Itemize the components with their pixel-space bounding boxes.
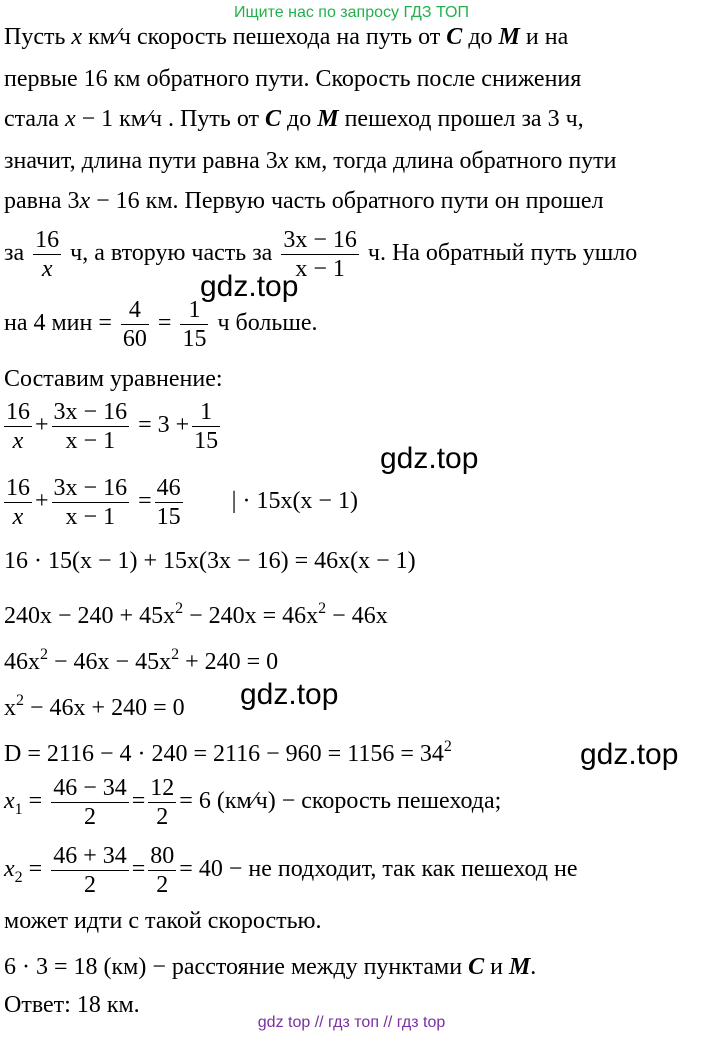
text-line-11: 6 · 3 = 18 (км) − расстояние между пунктами C и M. (4, 954, 537, 980)
eq1-frac-a: $\frac{16}{x}$ (6, 399, 30, 454)
eq9-frac-a: $\frac{46 + 34}{2}$ (53, 843, 127, 898)
watermark: gdz.top (200, 270, 299, 303)
text-line-6: за $\frac{16}{x}$ ч, а вторую часть за $\frac{3x - 16}{x - 1}$ ч. На обратный путь ушло (4, 227, 638, 282)
equation-5: $46x^2 - 46x - 45x^2 + 240 = 0$ (4, 646, 279, 675)
equation-6: $x^2 - 46x + 240 = 0$ (4, 692, 185, 721)
text-line-4: значит, длина пути равна 3x км, тогда длина обратного пути (4, 148, 617, 174)
search-banner[interactable]: Ищите нас по запросу ГДЗ ТОП (234, 4, 469, 21)
fraction-16-over-x: $\frac{16}{x}$ (35, 227, 60, 282)
equation-7: $D = 2116 - 4 \cdot 240 = 2116 - 960 = 1156 = 34^2$ (4, 738, 452, 767)
equation-1: $\frac{16}{x}$ + $\frac{3x - 16}{x - 1}$ = 3 + $\frac{1}{15}$ (6, 399, 219, 454)
footer-links[interactable]: gdz top // гдз топ // гдз top (257, 1014, 446, 1031)
eq1-frac-c: $\frac{1}{15}$ (194, 399, 219, 454)
text-line-2: первые 16 км обратного пути. Скорость после снижения (4, 66, 582, 92)
equation-2: $\frac{16}{x}$ + $\frac{3x - 16}{x - 1}$ = $\frac{46}{15}$ | · 15x(x − 1) (6, 475, 358, 530)
equation-9: $x_2$ = $\frac{46 + 34}{2}$ = $\frac{80}{2}$ = 40 − не подходит, так как пешеход не (4, 843, 578, 898)
equation-8: $x_1$ = $\frac{46 - 34}{2}$ = $\frac{12}{2}$ = 6 (км⁄ч) − скорость пешехода; (4, 775, 502, 830)
watermark: gdz.top (380, 442, 479, 475)
text-line-1: Пусть x км⁄ч скорость пешехода на путь от C до M и на (4, 24, 569, 50)
answer-line: Ответ: 18 км. (4, 992, 140, 1018)
text-line-5: равна 3x − 16 км. Первую часть обратного пути он прошел (4, 188, 604, 214)
eq1-frac-b: $\frac{3x - 16}{x - 1}$ (53, 399, 128, 454)
eq2-frac-a: $\frac{16}{x}$ (6, 475, 30, 530)
watermark: gdz.top (580, 738, 679, 771)
eq8-frac-a: $\frac{46 - 34}{2}$ (53, 775, 127, 830)
watermark: gdz.top (240, 678, 339, 711)
equation-3: 16 · 15(x − 1) + 15x(3x − 16) = 46x(x − 1) (4, 548, 416, 574)
eq2-frac-b: $\frac{3x - 16}{x - 1}$ (53, 475, 128, 530)
fraction-1-over-15: $\frac{1}{15}$ (182, 297, 207, 352)
fraction-second-part: $\frac{3x - 16}{x - 1}$ (283, 227, 357, 282)
text-line-3: стала x − 1 км⁄ч . Путь от C до M пешеход прошел за 3 ч, (4, 106, 584, 132)
eq9-frac-b: $\frac{80}{2}$ (150, 843, 175, 898)
text-line-8: Составим уравнение: (4, 366, 223, 392)
fraction-4-over-60: $\frac{4}{60}$ (122, 297, 147, 352)
equation-4: $240x - 240 + 45x^2 - 240x = 46x^2 - 46x$ (4, 600, 388, 629)
text-line-7: на 4 мин = $\frac{4}{60}$ = $\frac{1}{15}$ ч больше. (4, 297, 318, 352)
eq8-frac-b: $\frac{12}{2}$ (150, 775, 175, 830)
text-line-10: может идти с такой скоростью. (4, 908, 322, 934)
eq2-frac-c: $\frac{46}{15}$ (156, 475, 181, 530)
